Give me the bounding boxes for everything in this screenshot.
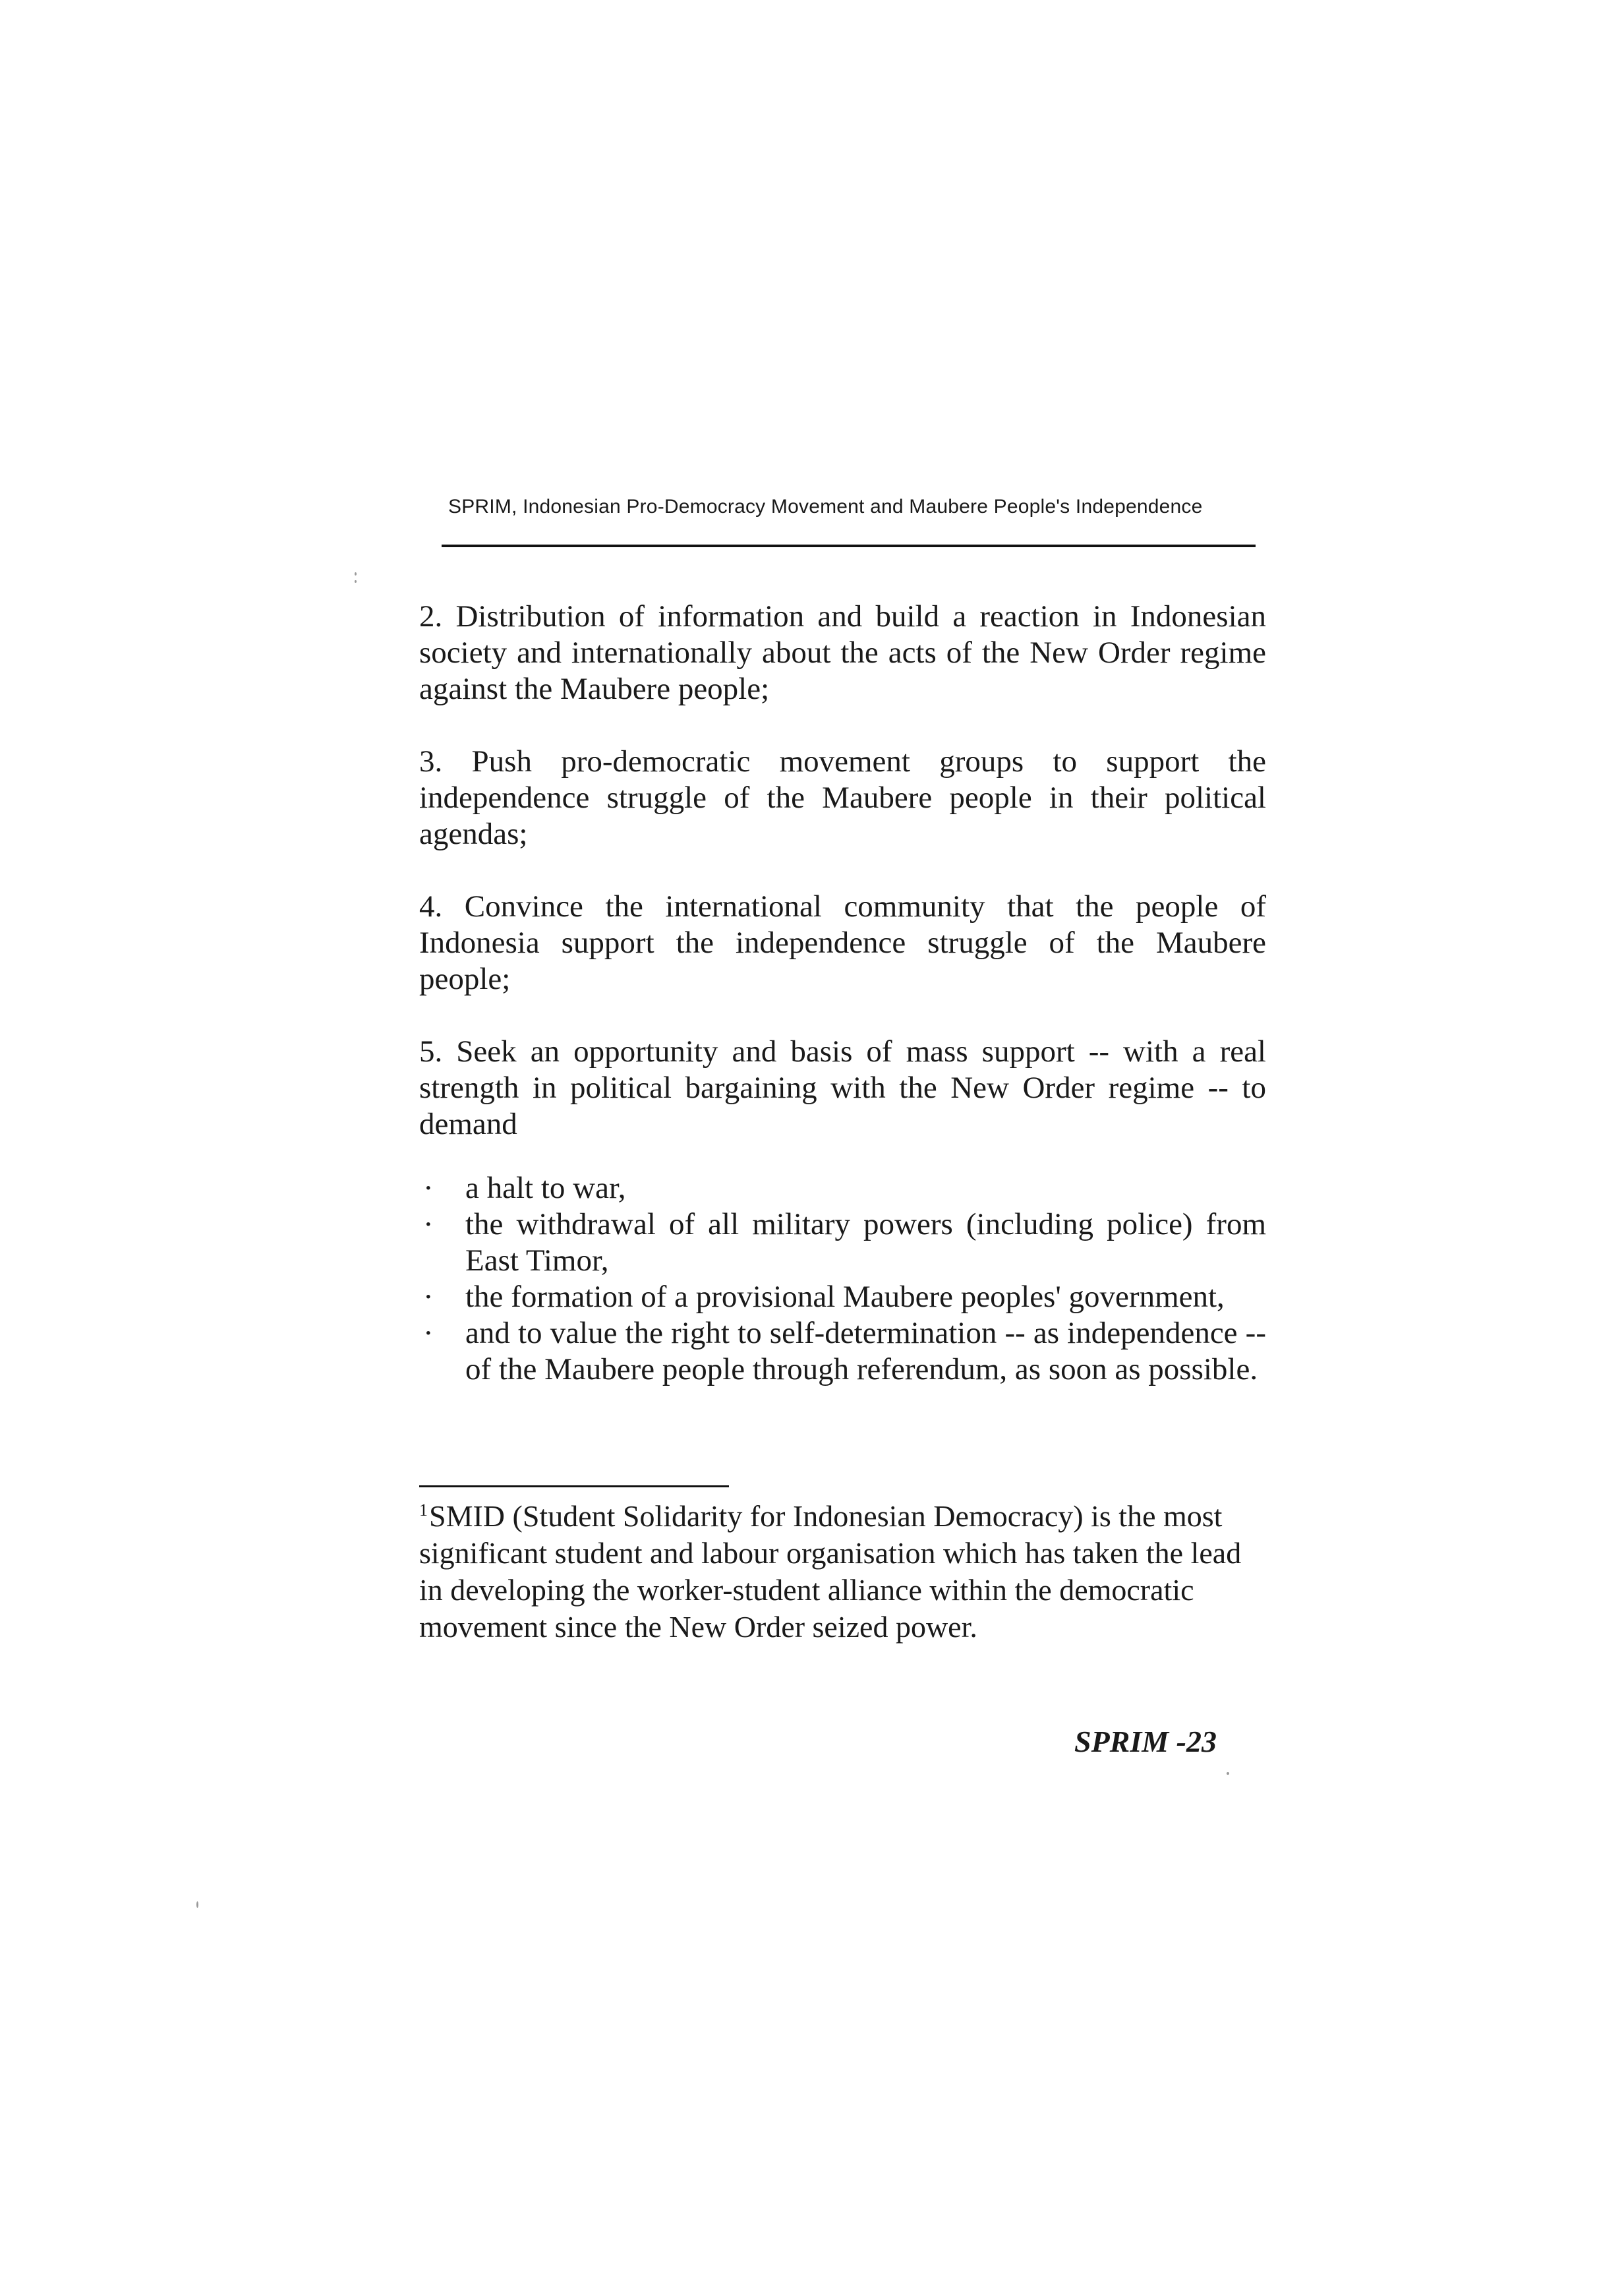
demand-text: a halt to war, bbox=[465, 1171, 626, 1205]
footnote bbox=[419, 1498, 1266, 1646]
list-item bbox=[419, 1170, 1266, 1206]
list-item bbox=[419, 1279, 1266, 1315]
paragraph-item-4: 4. Convince the international community that the people of Indonesia support the independence struggle of the Maubere people; bbox=[419, 889, 1266, 996]
list-item bbox=[419, 1206, 1266, 1279]
scan-speck bbox=[355, 580, 357, 583]
footnote-text: SMID (Student Solidarity for Indonesian Democracy) is the most significant student and labour organisation which has taken the lead in developing the worker-student alliance within the democratic movement since the New Order seized power. bbox=[419, 1499, 1242, 1644]
scan-speck bbox=[196, 1901, 198, 1908]
footnote-marker: 1 bbox=[419, 1501, 428, 1520]
demand-text: the formation of a provisional Maubere peoples' government, bbox=[465, 1280, 1225, 1314]
footnote-rule bbox=[419, 1485, 729, 1487]
scan-speck bbox=[355, 572, 357, 576]
paragraph-item-2: 2. Distribution of information and build a reaction in Indonesian society and internationally about the acts of the New Order regime against the Maubere people; bbox=[419, 599, 1266, 706]
demand-text: and to value the right to self-determination -- as independence -- of the Maubere people through referendum, as soon as possible. bbox=[465, 1316, 1266, 1386]
bullet: · bbox=[423, 1316, 434, 1350]
paragraph-item-5: 5. Seek an opportunity and basis of mass support -- with a real strength in political bargaining with the New Order regime -- to demand bbox=[419, 1034, 1266, 1141]
bullet: · bbox=[423, 1280, 434, 1314]
paragraph-item-3: 3. Push pro-democratic movement groups to support the independence struggle of the Maubere people in their political agendas; bbox=[419, 744, 1266, 851]
body-text bbox=[419, 599, 1266, 1388]
list-item bbox=[419, 1315, 1266, 1388]
scan-speck bbox=[1227, 1772, 1229, 1775]
demand-text: the withdrawal of all military powers (including police) from East Timor, bbox=[465, 1207, 1266, 1278]
header-rule bbox=[442, 545, 1256, 547]
demands-list bbox=[419, 1170, 1266, 1388]
page-number: SPRIM -23 bbox=[1074, 1725, 1217, 1758]
bullet: · bbox=[423, 1171, 434, 1205]
running-head: SPRIM, Indonesian Pro-Democracy Movement and Maubere People's Independence bbox=[448, 496, 1203, 518]
bullet: · bbox=[423, 1207, 434, 1241]
